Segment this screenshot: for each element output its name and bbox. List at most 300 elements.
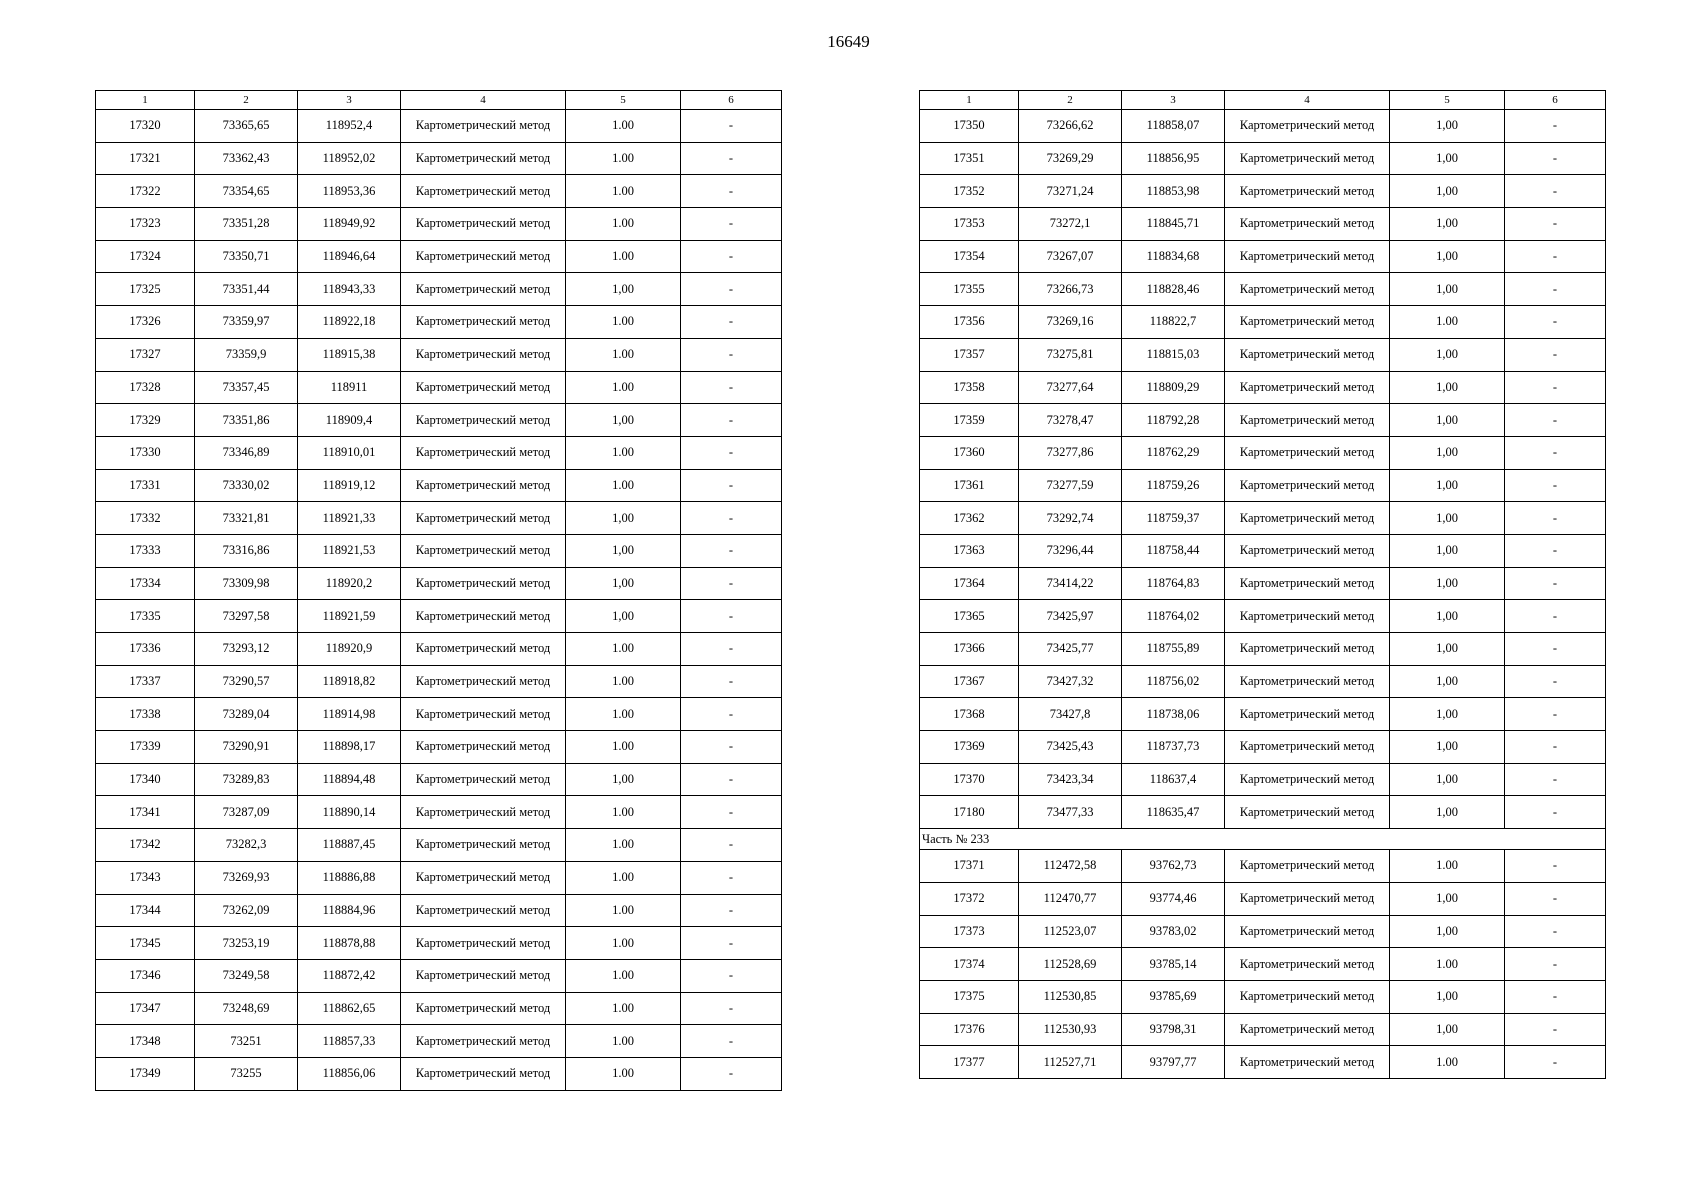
y-coordinate-cell: 93783,02 (1122, 915, 1225, 948)
table-row (920, 850, 1606, 883)
note-cell: - (681, 861, 782, 894)
method-cell: Картометрический метод (1225, 208, 1390, 241)
table-header-row (920, 91, 1606, 110)
accuracy-cell: 1.00 (566, 469, 681, 502)
table-row (920, 796, 1606, 829)
point-number-cell: 17345 (96, 927, 195, 960)
accuracy-cell: 1,00 (1390, 502, 1505, 535)
note-cell: - (681, 338, 782, 371)
method-cell: Картометрический метод (401, 110, 566, 143)
y-coordinate-cell: 118759,37 (1122, 502, 1225, 535)
x-coordinate-cell: 73275,81 (1019, 338, 1122, 371)
x-coordinate-cell: 73351,44 (195, 273, 298, 306)
y-coordinate-cell: 118862,65 (298, 992, 401, 1025)
point-number-cell: 17180 (920, 796, 1019, 829)
section-label: Часть № 233 (920, 829, 1606, 850)
y-coordinate-cell: 118894,48 (298, 763, 401, 796)
point-number-cell: 17354 (920, 240, 1019, 273)
x-coordinate-cell: 73296,44 (1019, 534, 1122, 567)
x-coordinate-cell: 112523,07 (1019, 915, 1122, 948)
x-coordinate-cell: 73359,9 (195, 338, 298, 371)
accuracy-cell: 1,00 (1390, 208, 1505, 241)
note-cell: - (1505, 633, 1606, 666)
point-number-cell: 17365 (920, 600, 1019, 633)
method-cell: Картометрический метод (401, 534, 566, 567)
accuracy-cell: 1,00 (1390, 882, 1505, 915)
x-coordinate-cell: 73425,43 (1019, 731, 1122, 764)
method-cell: Картометрический метод (401, 763, 566, 796)
accuracy-cell: 1.00 (566, 959, 681, 992)
y-coordinate-cell: 93785,69 (1122, 980, 1225, 1013)
method-cell: Картометрический метод (401, 796, 566, 829)
accuracy-cell: 1,00 (1390, 1013, 1505, 1046)
table-row (96, 633, 782, 666)
y-coordinate-cell: 118914,98 (298, 698, 401, 731)
point-number-cell: 17347 (96, 992, 195, 1025)
note-cell: - (1505, 338, 1606, 371)
y-coordinate-cell: 118878,88 (298, 927, 401, 960)
x-coordinate-cell: 73269,16 (1019, 306, 1122, 339)
accuracy-cell: 1.00 (566, 306, 681, 339)
note-cell: - (681, 175, 782, 208)
note-cell: - (681, 796, 782, 829)
accuracy-cell: 1.00 (566, 208, 681, 241)
table-row (920, 633, 1606, 666)
column-header: 3 (298, 91, 401, 110)
note-cell: - (1505, 915, 1606, 948)
y-coordinate-cell: 118635,47 (1122, 796, 1225, 829)
table-row (96, 240, 782, 273)
table-row (920, 338, 1606, 371)
note-cell: - (1505, 980, 1606, 1013)
y-coordinate-cell: 118886,88 (298, 861, 401, 894)
note-cell: - (1505, 502, 1606, 535)
note-cell: - (681, 992, 782, 1025)
x-coordinate-cell: 73350,71 (195, 240, 298, 273)
method-cell: Картометрический метод (401, 404, 566, 437)
y-coordinate-cell: 118856,06 (298, 1057, 401, 1090)
accuracy-cell: 1,00 (1390, 567, 1505, 600)
table-row (96, 894, 782, 927)
note-cell: - (681, 698, 782, 731)
accuracy-cell: 1,00 (1390, 763, 1505, 796)
table-row (96, 763, 782, 796)
x-coordinate-cell: 73357,45 (195, 371, 298, 404)
point-number-cell: 17368 (920, 698, 1019, 731)
note-cell: - (1505, 273, 1606, 306)
y-coordinate-cell: 118872,42 (298, 959, 401, 992)
x-coordinate-cell: 73249,58 (195, 959, 298, 992)
table-row (920, 600, 1606, 633)
method-cell: Картометрический метод (1225, 915, 1390, 948)
accuracy-cell: 1,00 (566, 273, 681, 306)
method-cell: Картометрический метод (401, 371, 566, 404)
x-coordinate-cell: 112530,93 (1019, 1013, 1122, 1046)
column-header: 2 (1019, 91, 1122, 110)
point-number-cell: 17325 (96, 273, 195, 306)
note-cell: - (681, 273, 782, 306)
point-number-cell: 17374 (920, 948, 1019, 981)
note-cell: - (681, 829, 782, 862)
note-cell: - (1505, 469, 1606, 502)
x-coordinate-cell: 73423,34 (1019, 763, 1122, 796)
accuracy-cell: 1,00 (1390, 338, 1505, 371)
method-cell: Картометрический метод (401, 567, 566, 600)
table-row (920, 948, 1606, 981)
y-coordinate-cell: 118921,53 (298, 534, 401, 567)
table-row (920, 534, 1606, 567)
table-row (96, 371, 782, 404)
y-coordinate-cell: 118911 (298, 371, 401, 404)
point-number-cell: 17320 (96, 110, 195, 143)
accuracy-cell: 1,00 (1390, 469, 1505, 502)
note-cell: - (681, 534, 782, 567)
accuracy-cell: 1,00 (1390, 404, 1505, 437)
note-cell: - (1505, 208, 1606, 241)
point-number-cell: 17370 (920, 763, 1019, 796)
point-number-cell: 17341 (96, 796, 195, 829)
point-number-cell: 17353 (920, 208, 1019, 241)
point-number-cell: 17355 (920, 273, 1019, 306)
point-number-cell: 17376 (920, 1013, 1019, 1046)
y-coordinate-cell: 118759,26 (1122, 469, 1225, 502)
method-cell: Картометрический метод (401, 273, 566, 306)
x-coordinate-cell: 73362,43 (195, 142, 298, 175)
note-cell: - (1505, 240, 1606, 273)
note-cell: - (681, 633, 782, 666)
method-cell: Картометрический метод (1225, 273, 1390, 306)
accuracy-cell: 1.00 (566, 371, 681, 404)
method-cell: Картометрический метод (401, 698, 566, 731)
point-number-cell: 17377 (920, 1046, 1019, 1079)
table-row (920, 208, 1606, 241)
y-coordinate-cell: 93797,77 (1122, 1046, 1225, 1079)
method-cell: Картометрический метод (401, 829, 566, 862)
accuracy-cell: 1.00 (566, 927, 681, 960)
y-coordinate-cell: 118920,2 (298, 567, 401, 600)
method-cell: Картометрический метод (401, 142, 566, 175)
y-coordinate-cell: 118856,95 (1122, 142, 1225, 175)
point-number-cell: 17337 (96, 665, 195, 698)
point-number-cell: 17358 (920, 371, 1019, 404)
table-row (920, 502, 1606, 535)
y-coordinate-cell: 118755,89 (1122, 633, 1225, 666)
note-cell: - (681, 502, 782, 535)
x-coordinate-cell: 112528,69 (1019, 948, 1122, 981)
left-coordinates-table (95, 90, 782, 1091)
y-coordinate-cell: 118822,7 (1122, 306, 1225, 339)
column-header: 2 (195, 91, 298, 110)
point-number-cell: 17350 (920, 110, 1019, 143)
method-cell: Картометрический метод (1225, 469, 1390, 502)
column-header: 6 (681, 91, 782, 110)
table-row (96, 731, 782, 764)
method-cell: Картометрический метод (1225, 948, 1390, 981)
column-header: 6 (1505, 91, 1606, 110)
method-cell: Картометрический метод (1225, 980, 1390, 1013)
x-coordinate-cell: 73414,22 (1019, 567, 1122, 600)
y-coordinate-cell: 118853,98 (1122, 175, 1225, 208)
x-coordinate-cell: 73272,1 (1019, 208, 1122, 241)
y-coordinate-cell: 118637,4 (1122, 763, 1225, 796)
table-row (96, 273, 782, 306)
y-coordinate-cell: 118834,68 (1122, 240, 1225, 273)
table-row (920, 698, 1606, 731)
y-coordinate-cell: 118910,01 (298, 436, 401, 469)
accuracy-cell: 1.00 (566, 992, 681, 1025)
y-coordinate-cell: 118762,29 (1122, 436, 1225, 469)
note-cell: - (1505, 948, 1606, 981)
point-number-cell: 17326 (96, 306, 195, 339)
note-cell: - (1505, 600, 1606, 633)
y-coordinate-cell: 118738,06 (1122, 698, 1225, 731)
note-cell: - (681, 763, 782, 796)
table-row (920, 306, 1606, 339)
x-coordinate-cell: 73330,02 (195, 469, 298, 502)
accuracy-cell: 1.00 (1390, 306, 1505, 339)
note-cell: - (681, 927, 782, 960)
table-row (920, 882, 1606, 915)
x-coordinate-cell: 73287,09 (195, 796, 298, 829)
method-cell: Картометрический метод (401, 894, 566, 927)
table-row (920, 980, 1606, 1013)
method-cell: Картометрический метод (1225, 240, 1390, 273)
table-header-row (96, 91, 782, 110)
note-cell: - (1505, 665, 1606, 698)
point-number-cell: 17333 (96, 534, 195, 567)
note-cell: - (1505, 175, 1606, 208)
column-header: 1 (96, 91, 195, 110)
note-cell: - (1505, 698, 1606, 731)
y-coordinate-cell: 118920,9 (298, 633, 401, 666)
table-row (920, 1046, 1606, 1079)
point-number-cell: 17369 (920, 731, 1019, 764)
accuracy-cell: 1.00 (566, 1025, 681, 1058)
table-row (96, 436, 782, 469)
point-number-cell: 17343 (96, 861, 195, 894)
x-coordinate-cell: 112527,71 (1019, 1046, 1122, 1079)
method-cell: Картометрический метод (401, 469, 566, 502)
page-number: 16649 (827, 32, 870, 51)
y-coordinate-cell: 118921,59 (298, 600, 401, 633)
accuracy-cell: 1,00 (1390, 371, 1505, 404)
table-row (96, 208, 782, 241)
y-coordinate-cell: 118756,02 (1122, 665, 1225, 698)
x-coordinate-cell: 73425,97 (1019, 600, 1122, 633)
method-cell: Картометрический метод (1225, 600, 1390, 633)
note-cell: - (681, 959, 782, 992)
point-number-cell: 17329 (96, 404, 195, 437)
x-coordinate-cell: 73269,93 (195, 861, 298, 894)
accuracy-cell: 1,00 (1390, 633, 1505, 666)
method-cell: Картометрический метод (401, 240, 566, 273)
point-number-cell: 17349 (96, 1057, 195, 1090)
x-coordinate-cell: 73365,65 (195, 110, 298, 143)
accuracy-cell: 1.00 (566, 829, 681, 862)
point-number-cell: 17344 (96, 894, 195, 927)
method-cell: Картометрический метод (1225, 534, 1390, 567)
table-row (920, 175, 1606, 208)
method-cell: Картометрический метод (1225, 567, 1390, 600)
table-row (920, 567, 1606, 600)
point-number-cell: 17340 (96, 763, 195, 796)
note-cell: - (681, 371, 782, 404)
column-header: 5 (566, 91, 681, 110)
accuracy-cell: 1,00 (1390, 110, 1505, 143)
point-number-cell: 17330 (96, 436, 195, 469)
method-cell: Картометрический метод (401, 959, 566, 992)
y-coordinate-cell: 118828,46 (1122, 273, 1225, 306)
table-row (96, 796, 782, 829)
column-header: 3 (1122, 91, 1225, 110)
note-cell: - (1505, 731, 1606, 764)
table-row (96, 110, 782, 143)
note-cell: - (681, 1025, 782, 1058)
point-number-cell: 17366 (920, 633, 1019, 666)
section-label-row (920, 829, 1606, 850)
point-number-cell: 17324 (96, 240, 195, 273)
accuracy-cell: 1.00 (566, 796, 681, 829)
accuracy-cell: 1,00 (1390, 698, 1505, 731)
point-number-cell: 17336 (96, 633, 195, 666)
y-coordinate-cell: 118953,36 (298, 175, 401, 208)
note-cell: - (1505, 371, 1606, 404)
accuracy-cell: 1,00 (566, 600, 681, 633)
note-cell: - (1505, 882, 1606, 915)
x-coordinate-cell: 73277,59 (1019, 469, 1122, 502)
x-coordinate-cell: 73346,89 (195, 436, 298, 469)
accuracy-cell: 1,00 (1390, 175, 1505, 208)
x-coordinate-cell: 73290,91 (195, 731, 298, 764)
y-coordinate-cell: 118758,44 (1122, 534, 1225, 567)
y-coordinate-cell: 118919,12 (298, 469, 401, 502)
note-cell: - (681, 600, 782, 633)
note-cell: - (681, 436, 782, 469)
accuracy-cell: 1,00 (1390, 240, 1505, 273)
accuracy-cell: 1.00 (566, 861, 681, 894)
y-coordinate-cell: 118915,38 (298, 338, 401, 371)
method-cell: Картометрический метод (1225, 502, 1390, 535)
table-row (96, 338, 782, 371)
method-cell: Картометрический метод (401, 600, 566, 633)
x-coordinate-cell: 112530,85 (1019, 980, 1122, 1013)
accuracy-cell: 1,00 (566, 567, 681, 600)
method-cell: Картометрический метод (401, 731, 566, 764)
accuracy-cell: 1,00 (1390, 731, 1505, 764)
right-coordinates-table (919, 90, 1606, 1079)
method-cell: Картометрический метод (1225, 1013, 1390, 1046)
point-number-cell: 17322 (96, 175, 195, 208)
x-coordinate-cell: 73292,74 (1019, 502, 1122, 535)
method-cell: Картометрический метод (401, 1025, 566, 1058)
x-coordinate-cell: 73316,86 (195, 534, 298, 567)
x-coordinate-cell: 73277,64 (1019, 371, 1122, 404)
point-number-cell: 17338 (96, 698, 195, 731)
point-number-cell: 17363 (920, 534, 1019, 567)
table-row (96, 306, 782, 339)
note-cell: - (1505, 534, 1606, 567)
x-coordinate-cell: 73251 (195, 1025, 298, 1058)
point-number-cell: 17348 (96, 1025, 195, 1058)
point-number-cell: 17321 (96, 142, 195, 175)
x-coordinate-cell: 73271,24 (1019, 175, 1122, 208)
point-number-cell: 17357 (920, 338, 1019, 371)
table-row (96, 600, 782, 633)
accuracy-cell: 1,00 (1390, 534, 1505, 567)
method-cell: Картометрический метод (1225, 436, 1390, 469)
column-header: 5 (1390, 91, 1505, 110)
method-cell: Картометрический метод (1225, 110, 1390, 143)
point-number-cell: 17335 (96, 600, 195, 633)
table-row (96, 469, 782, 502)
method-cell: Картометрический метод (401, 633, 566, 666)
note-cell: - (1505, 1013, 1606, 1046)
x-coordinate-cell: 73267,07 (1019, 240, 1122, 273)
y-coordinate-cell: 118809,29 (1122, 371, 1225, 404)
method-cell: Картометрический метод (401, 175, 566, 208)
point-number-cell: 17331 (96, 469, 195, 502)
note-cell: - (1505, 763, 1606, 796)
method-cell: Картометрический метод (401, 436, 566, 469)
method-cell: Картометрический метод (1225, 371, 1390, 404)
x-coordinate-cell: 73351,28 (195, 208, 298, 241)
table-row (96, 1025, 782, 1058)
method-cell: Картометрический метод (401, 208, 566, 241)
y-coordinate-cell: 118918,82 (298, 665, 401, 698)
note-cell: - (1505, 436, 1606, 469)
table-row (920, 142, 1606, 175)
x-coordinate-cell: 73262,09 (195, 894, 298, 927)
accuracy-cell: 1.00 (566, 633, 681, 666)
accuracy-cell: 1.00 (566, 731, 681, 764)
x-coordinate-cell: 73297,58 (195, 600, 298, 633)
accuracy-cell: 1.00 (566, 665, 681, 698)
table-row (920, 240, 1606, 273)
x-coordinate-cell: 73266,62 (1019, 110, 1122, 143)
note-cell: - (681, 404, 782, 437)
table-row (96, 404, 782, 437)
note-cell: - (1505, 850, 1606, 883)
table-row (96, 992, 782, 1025)
table-row (96, 175, 782, 208)
x-coordinate-cell: 73351,86 (195, 404, 298, 437)
note-cell: - (1505, 567, 1606, 600)
table-row (920, 915, 1606, 948)
method-cell: Картометрический метод (1225, 731, 1390, 764)
table-row (96, 927, 782, 960)
table-row (920, 1013, 1606, 1046)
x-coordinate-cell: 73321,81 (195, 502, 298, 535)
accuracy-cell: 1,00 (1390, 436, 1505, 469)
y-coordinate-cell: 118890,14 (298, 796, 401, 829)
point-number-cell: 17323 (96, 208, 195, 241)
x-coordinate-cell: 112472,58 (1019, 850, 1122, 883)
y-coordinate-cell: 118764,83 (1122, 567, 1225, 600)
y-coordinate-cell: 118792,28 (1122, 404, 1225, 437)
accuracy-cell: 1.00 (566, 142, 681, 175)
x-coordinate-cell: 73277,86 (1019, 436, 1122, 469)
y-coordinate-cell: 118884,96 (298, 894, 401, 927)
y-coordinate-cell: 118887,45 (298, 829, 401, 862)
note-cell: - (1505, 1046, 1606, 1079)
point-number-cell: 17352 (920, 175, 1019, 208)
table-row (96, 142, 782, 175)
column-header: 4 (1225, 91, 1390, 110)
column-header: 4 (401, 91, 566, 110)
method-cell: Картометрический метод (1225, 175, 1390, 208)
point-number-cell: 17364 (920, 567, 1019, 600)
method-cell: Картометрический метод (401, 927, 566, 960)
